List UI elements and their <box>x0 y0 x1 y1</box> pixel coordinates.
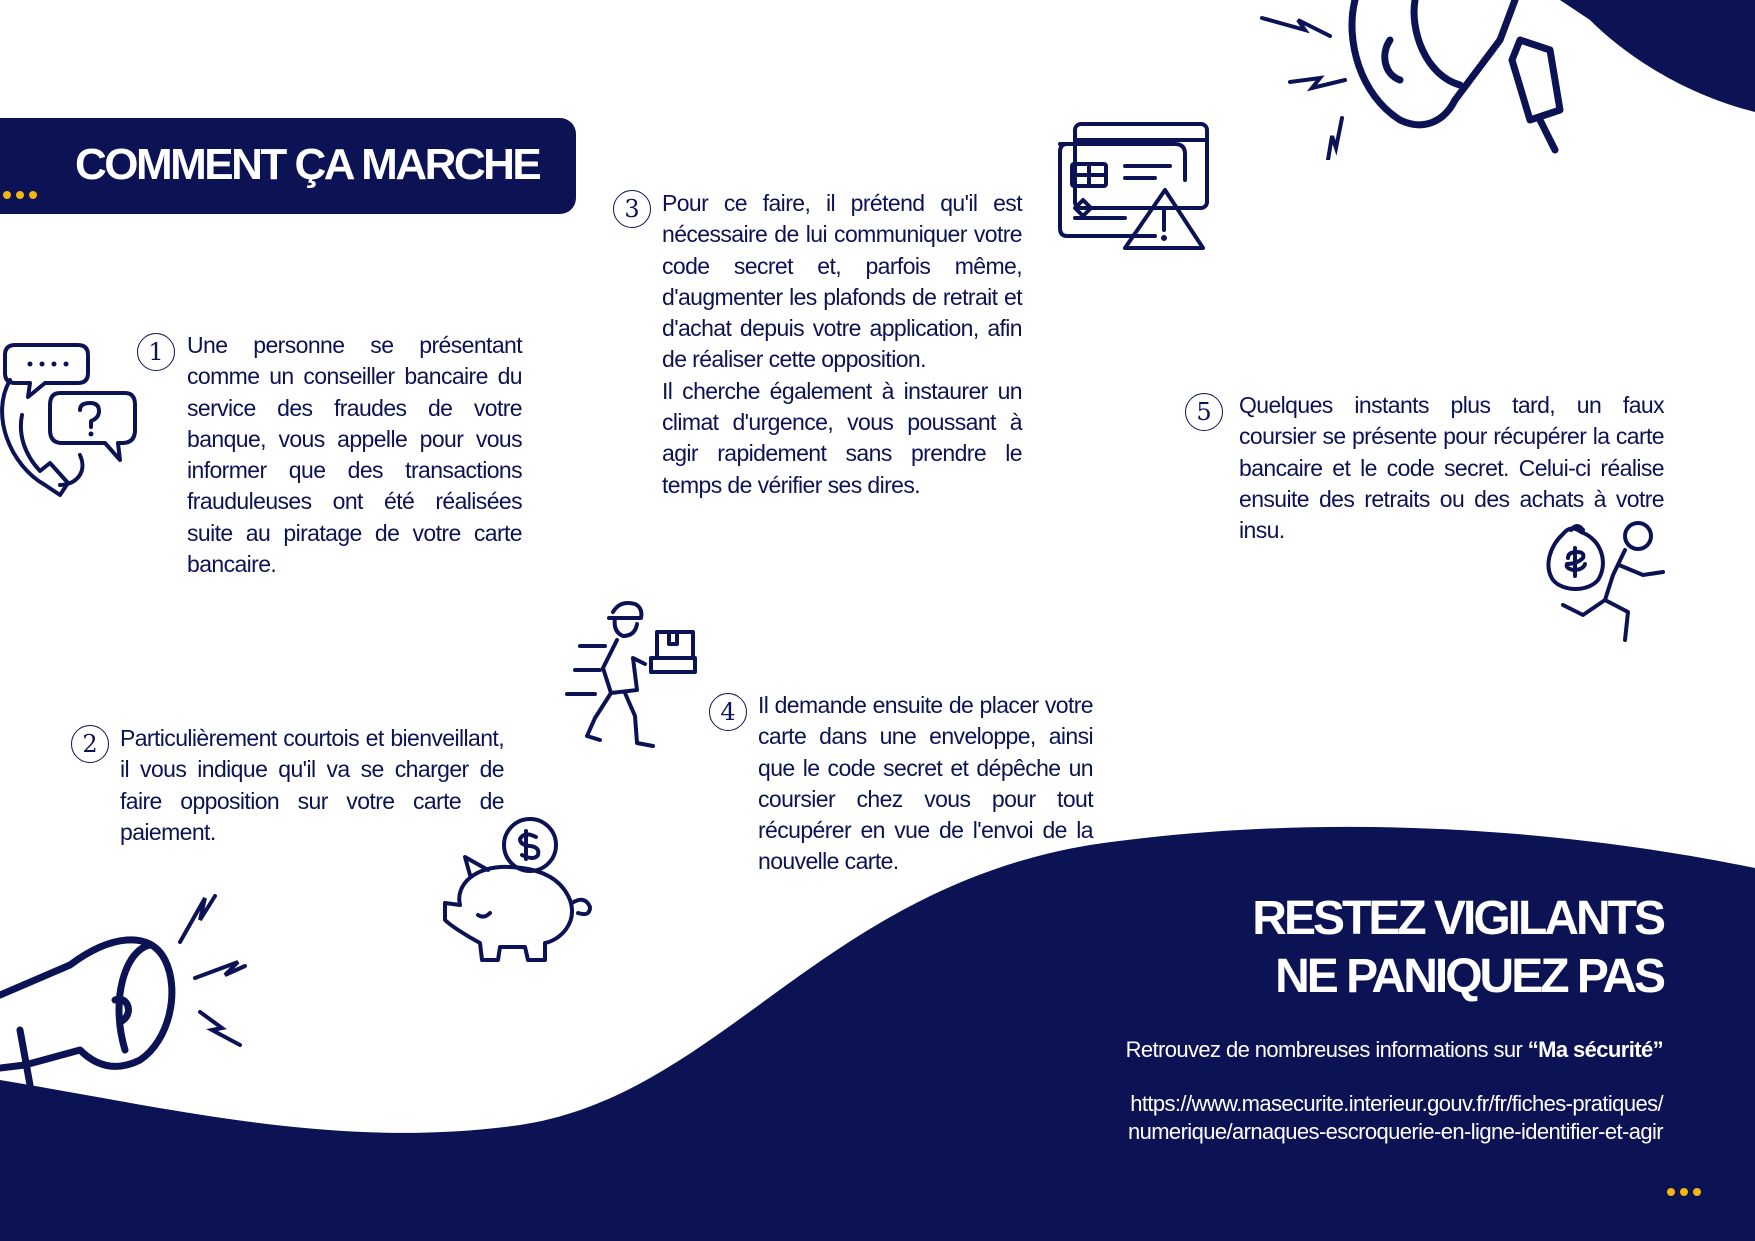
section-title: COMMENT ÇA MARCHE <box>75 140 540 189</box>
info-text <box>1126 1037 1663 1063</box>
piggy-bank-icon <box>440 815 600 965</box>
step-number-2: 2 <box>71 725 109 763</box>
step-text-3-line-2: Il cherche également à instaurer un climat d'urgence, vous poussant à agir rapidement sans prendre le temps de vérifier ses dires. <box>662 377 1022 498</box>
step-text-1: Une personne se présentant comme un conseiller bancaire du service des fraudes de votre banque, vous appelle pour vous informer que des transactions frauduleuses ont été réalisées suite au piratage de votre carte bancaire. <box>187 332 522 578</box>
step-text-3-line-1: Pour ce faire, il prétend qu'il est nécessaire de lui communiquer votre code secret et, parfois même, d'augmenter les plafonds de retrait et d'achat depuis votre application, afin de réaliser cette opposition. <box>662 190 1022 373</box>
section-title-banner <box>0 118 576 214</box>
thief-running-icon <box>1543 520 1673 645</box>
vigilance-headline-line-2: NE PANIQUEZ PAS <box>1275 950 1663 1003</box>
step-number-3: 3 <box>613 190 651 228</box>
info-url-line-2[interactable]: numerique/arnaques-escroquerie-en-ligne-identifier-et-agir <box>1127 1119 1663 1144</box>
step-text-4: Il demande ensuite de placer votre carte dans une enveloppe, ainsi que le code secret et dépêche un coursier chez vous pour tout récupérer en vue de l'envoi de la nouvelle carte. <box>758 692 1093 875</box>
phone-chat-icon <box>0 335 140 500</box>
info-url-link[interactable] <box>1128 1090 1663 1146</box>
info-site-name: “Ma sécurité” <box>1527 1037 1663 1062</box>
info-url-line-1[interactable]: https://www.masecurite.interieur.gouv.fr/fr/fiches-pratiques/ <box>1130 1091 1663 1116</box>
step-text-3 <box>662 188 1022 501</box>
credit-card-warning-icon <box>1055 120 1215 255</box>
step-text-5: Quelques instants plus tard, un faux coursier se présente pour récupérer la carte bancaire et le code secret. Celui-ci réalise ensuite des retraits ou des achats à votre insu. <box>1239 392 1664 544</box>
info-prefix: Retrouvez de nombreuses informations sur <box>1125 1037 1528 1062</box>
vigilance-headline <box>1252 890 1663 1006</box>
megaphone-top-icon <box>1250 0 1610 160</box>
delivery-man-icon <box>565 598 705 753</box>
step-number-1: 1 <box>137 333 175 371</box>
step-text-2: Particulièrement courtois et bienveillant, il vous indique qu'il va se charger de faire opposition sur votre carte de paiement. <box>120 725 504 845</box>
megaphone-bottom-icon <box>0 890 260 1090</box>
step-number-4: 4 <box>709 693 747 731</box>
decorative-dots-top <box>3 191 37 199</box>
vigilance-headline-line-1: RESTEZ VIGILANTS <box>1252 892 1663 945</box>
step-number-5: 5 <box>1185 393 1223 431</box>
bottom-wave <box>0 827 1755 1241</box>
decorative-dots-bottom <box>1667 1188 1701 1196</box>
